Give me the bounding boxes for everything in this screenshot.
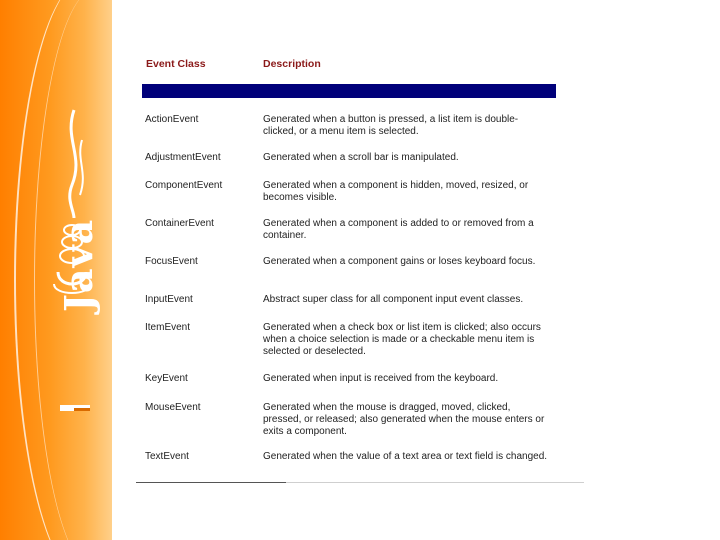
table-bottom-rule-accent <box>136 482 286 483</box>
event-class-name: ComponentEvent <box>145 180 223 191</box>
java-logo-text: Java <box>56 218 101 312</box>
header-description: Description <box>263 58 321 70</box>
event-description: Generated when a button is pressed, a list item is double-clicked, or a menu item is selected. <box>263 114 519 137</box>
event-description: Generated when a check box or list item is clicked; also occurs when a choice selection is made or a checkable menu item is selected or deselected. <box>263 322 541 357</box>
banner-dash-accent <box>74 408 90 411</box>
header-event-class: Event Class <box>146 58 206 70</box>
event-description: Generated when the mouse is dragged, moved, clicked, pressed, or released; also generated when the mouse enters or exits a component. <box>263 402 545 437</box>
event-description: Generated when a component is added to or removed from a container. <box>263 218 534 241</box>
event-description: Generated when a component gains or loses keyboard focus. <box>263 256 536 267</box>
left-banner <box>0 0 112 540</box>
event-class-name: MouseEvent <box>145 402 201 413</box>
table-header-row <box>142 48 556 82</box>
header-bar <box>142 84 556 98</box>
event-description: Generated when a scroll bar is manipulated. <box>263 152 459 163</box>
event-class-name: ItemEvent <box>145 322 191 333</box>
event-description: Generated when input is received from the keyboard. <box>263 373 499 384</box>
event-class-table <box>142 48 556 462</box>
event-class-name: FocusEvent <box>145 256 198 267</box>
event-class-name: ActionEvent <box>145 114 199 125</box>
event-class-name: KeyEvent <box>145 373 188 384</box>
event-class-name: ContainerEvent <box>145 218 214 229</box>
event-class-name: InputEvent <box>145 294 193 305</box>
event-class-name: TextEvent <box>145 451 189 462</box>
event-class-name: AdjustmentEvent <box>145 152 221 163</box>
event-description: Generated when the value of a text area or text field is changed. <box>263 451 548 462</box>
event-description: Generated when a component is hidden, moved, resized, or becomes visible. <box>263 180 529 203</box>
event-description: Abstract super class for all component input event classes. <box>263 294 524 305</box>
